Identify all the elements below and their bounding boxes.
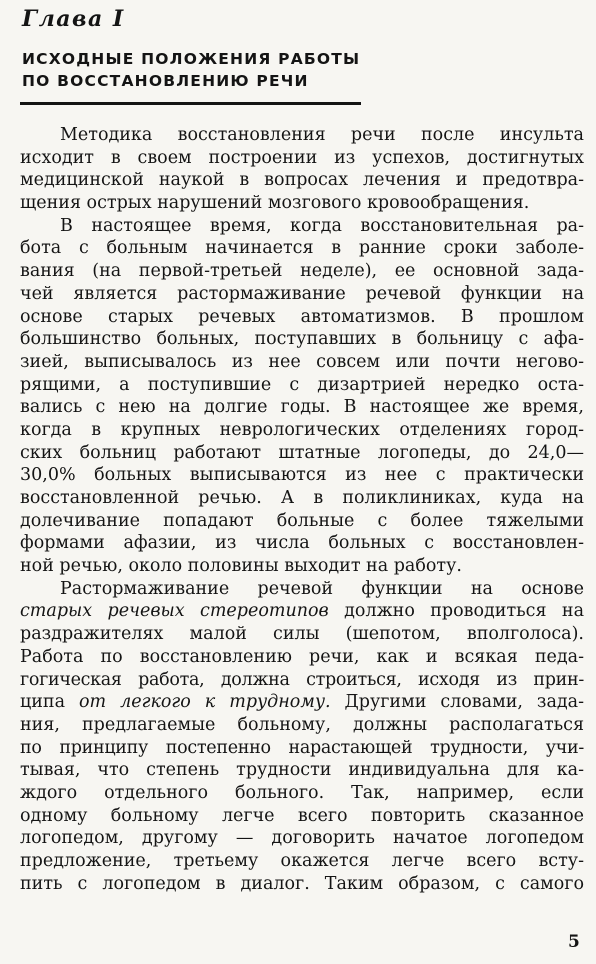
text-line: щения острых нарушений мозгового кровообращения. <box>20 193 530 214</box>
text-line: гогическая работа, должна строиться, исходя из прин- <box>20 669 584 690</box>
emphasis-text: от легкого к трудному. <box>79 692 331 713</box>
text-line: логопедом, другому — договорить начатое логопедом <box>20 828 584 849</box>
text-line: Работа по восстановлению речи, как и всякая педа- <box>20 646 584 667</box>
text-line <box>20 691 584 714</box>
page-number: 5 <box>568 932 580 952</box>
text-line: вались с нею на долгие годы. В настоящее же время, <box>20 397 584 418</box>
text-line: зией, выписывалось из нее совсем или почти негово- <box>20 351 584 372</box>
text-line: чей является растормаживание речевой функции на <box>20 283 584 304</box>
text-line: восстановленной речью. А в поликлиниках, куда на <box>20 488 584 508</box>
text-line: вания (на первой-третьей неделе), ее основной зада- <box>20 261 584 282</box>
text-line: основе старых речевых автоматизмов. В прошлом <box>20 306 584 327</box>
chapter-title-line: ПО ВОССТАНОВЛЕНИЮ РЕЧИ <box>22 72 309 90</box>
text-run: ципа <box>20 692 79 713</box>
chapter-title <box>22 48 382 92</box>
text-line: долечивание попадают больные с более тяжелыми <box>20 510 584 531</box>
emphasis-text: старых речевых стереотипов <box>20 601 329 622</box>
text-line: предложение, третьему окажется легче всего всту- <box>20 851 584 871</box>
text-line: ских больниц работают штатные логопеды, до 24,0— <box>20 442 584 463</box>
chapter-label: Глава I <box>22 6 125 32</box>
text-run: Другими словами, зада- <box>330 692 584 713</box>
text-line: ной речью, около половины выходит на работу. <box>20 556 462 577</box>
text-line: тывая, что степень трудности индивидуальна для ка- <box>20 760 584 781</box>
text-line: пить с логопедом в диалог. Таким образом, с самого <box>20 873 584 894</box>
text-line: одному больному легче всего повторить сказанное <box>20 805 584 826</box>
text-line: Методика восстановления речи после инсульта <box>60 125 584 145</box>
text-line: В настоящее время, когда восстановительная ра- <box>60 215 584 236</box>
text-line: бота с больным начинается в ранние сроки заболе- <box>20 238 584 259</box>
text-line: 30,0% больных выписываются из нее с практически <box>20 465 584 486</box>
title-underline <box>20 102 361 105</box>
text-line: рящими, а поступившие с дизартрией нередко оста- <box>20 374 584 395</box>
text-line: по принципу постепенно нарастающей трудности, учи- <box>20 737 584 758</box>
text-line: большинство больных, поступавших в больницу с афа- <box>20 329 584 350</box>
text-line: ния, предлагаемые больному, должны располагаться <box>20 714 584 735</box>
text-line: Растормаживание речевой функции на основе <box>60 578 584 599</box>
text-line: исходит в своем построении из успехов, достигнутых <box>20 147 584 168</box>
text-run: должно проводиться на <box>328 601 584 622</box>
text-line: медицинской наукой в вопросах лечения и предотвра- <box>20 170 584 191</box>
text-line <box>20 600 584 623</box>
text-line: когда в крупных неврологических отделениях город- <box>20 419 584 440</box>
body-text <box>20 124 584 895</box>
text-line: раздражителях малой силы (шепотом, вполголоса). <box>20 624 584 645</box>
chapter-title-line: ИСХОДНЫЕ ПОЛОЖЕНИЯ РАБОТЫ <box>22 50 361 68</box>
text-line: формами афазии, из числа больных с восстановлен- <box>20 533 584 554</box>
text-line: ждого отдельного больного. Так, например, если <box>20 782 584 803</box>
